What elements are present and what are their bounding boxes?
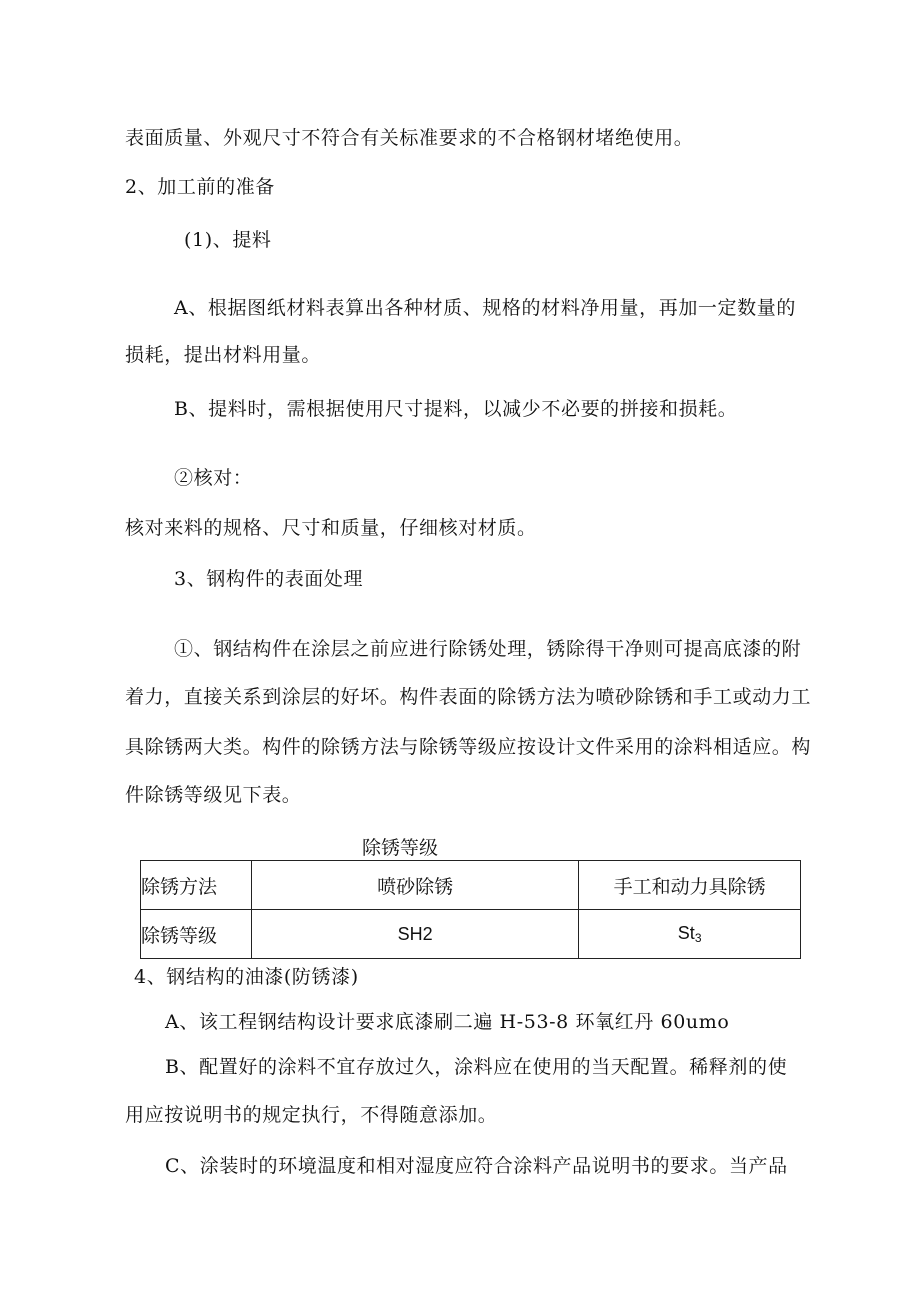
sub-heading: ②核对： <box>174 467 253 489</box>
text-line: 着力，直接关系到涂层的好坏。构件表面的除锈方法为喷砂除锈和手工或动力工 <box>125 686 812 708</box>
text-line: 损耗，提出材料用量。 <box>125 344 322 366</box>
table-caption: 除锈等级 <box>362 837 439 859</box>
table-cell-label: 除锈等级 <box>141 910 252 959</box>
table-row <box>141 910 801 959</box>
table-row <box>141 861 801 910</box>
grade-subscript: 3 <box>694 931 702 945</box>
text-line: 具除锈两大类。构件的除锈方法与除锈等级应按设计文件采用的涂料相适应。构 <box>125 736 812 758</box>
text-line: A、该工程钢结构设计要求底漆刷二遍 H-53-8 环氧红丹 60umo <box>165 1011 730 1033</box>
text-line: B、配置好的涂料不宜存放过久，涂料应在使用的当天配置。稀释剂的使 <box>165 1056 788 1078</box>
section-heading: 4、钢结构的油漆(防锈漆) <box>134 966 359 988</box>
section-heading: 3、钢构件的表面处理 <box>174 568 364 590</box>
text-line: 核对来料的规格、尺寸和质量，仔细核对材质。 <box>125 517 537 539</box>
text-line: 表面质量、外观尺寸不符合有关标准要求的不合格钢材堵绝使用。 <box>125 127 694 149</box>
table-cell-label: 除锈方法 <box>141 861 252 910</box>
grade-base: St <box>677 923 695 943</box>
text-line: B、提料时，需根据使用尺寸提料，以减少不必要的拼接和损耗。 <box>174 398 738 420</box>
text-line: 件除锈等级见下表。 <box>125 784 302 806</box>
text-line: A、根据图纸材料表算出各种材质、规格的材料净用量，再加一定数量的 <box>174 297 796 319</box>
section-heading: 2、加工前的准备 <box>125 176 275 198</box>
table-cell: SH2 <box>251 910 578 959</box>
text-line: C、涂装时的环境温度和相对湿度应符合涂料产品说明书的要求。当产品 <box>165 1155 788 1177</box>
text-line: ①、钢结构件在涂层之前应进行除锈处理，锈除得干净则可提高底漆的附 <box>174 638 802 660</box>
table-cell: 手工和动力具除锈 <box>579 861 801 910</box>
table-cell: 喷砂除锈 <box>251 861 578 910</box>
rust-grade-table <box>140 860 801 959</box>
table-cell <box>579 910 801 959</box>
sub-heading: (1)、提料 <box>184 229 272 251</box>
text-line: 用应按说明书的规定执行，不得随意添加。 <box>125 1104 498 1126</box>
